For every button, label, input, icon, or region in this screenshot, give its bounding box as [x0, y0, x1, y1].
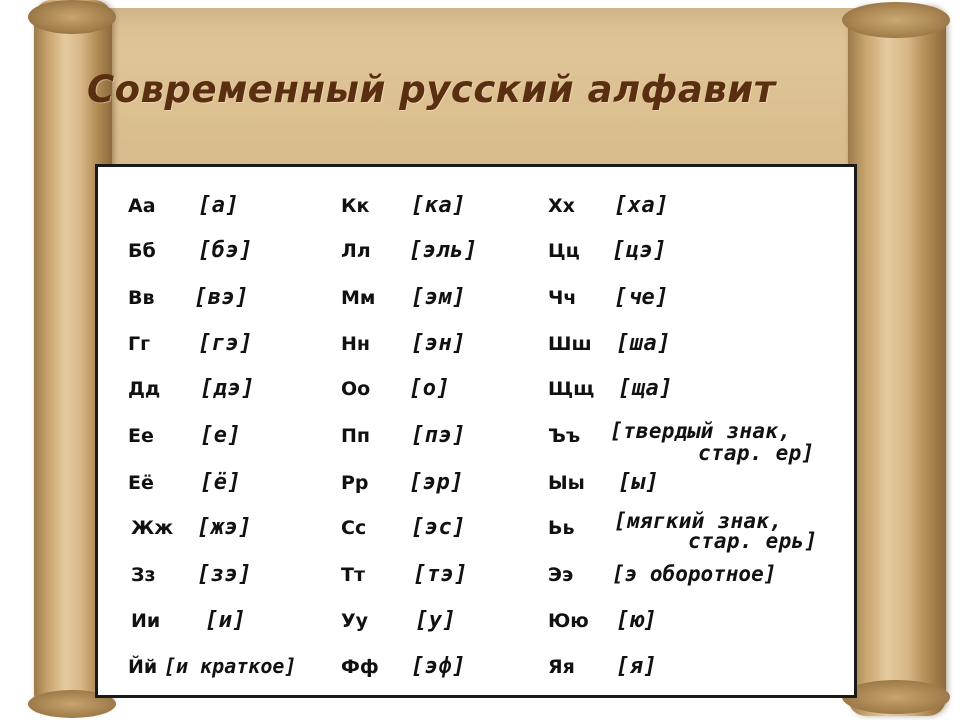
letter-name: [эс]: [411, 515, 466, 540]
letter-name: [ха]: [614, 193, 669, 218]
letter-name-line2: стар. ер]: [698, 441, 815, 465]
letter: Ыы: [548, 472, 585, 494]
letter-name: [бэ]: [198, 238, 253, 263]
letter: Яя: [548, 656, 575, 678]
letter: Дд: [128, 378, 161, 400]
letter: Ъъ: [548, 425, 581, 447]
letter-name: [вэ]: [194, 285, 249, 310]
letter-name: [жэ]: [197, 515, 252, 540]
letter: Её: [128, 472, 154, 494]
letter: Зз: [131, 564, 156, 586]
letter-name: [о]: [409, 376, 451, 401]
letter: Хх: [548, 195, 575, 217]
letter-name: [ы]: [618, 470, 660, 495]
letter-name: [ща]: [618, 376, 673, 401]
letter: Сс: [341, 517, 367, 539]
letter: Уу: [341, 610, 369, 632]
letter: Фф: [341, 656, 379, 678]
alphabet-table: [95, 164, 857, 698]
letter: Бб: [128, 240, 156, 262]
letter-name: [и]: [205, 608, 247, 633]
letter: Вв: [128, 287, 155, 309]
letter: Шш: [548, 333, 592, 355]
letter: Аа: [128, 195, 156, 217]
letter-name: [э оборотное]: [612, 562, 777, 586]
letter-name: [ша]: [616, 331, 671, 356]
scroll-roll-right: [848, 6, 946, 716]
scroll-roll-right-bottom: [842, 680, 950, 714]
letter-name: [че]: [614, 285, 669, 310]
letter: Лл: [341, 240, 371, 262]
letter-name: [е]: [200, 423, 242, 448]
letter-name: [у]: [415, 608, 457, 633]
letter-name: [тэ]: [413, 562, 468, 587]
letter: Гг: [128, 333, 151, 355]
letter-name: [а]: [198, 193, 240, 218]
letter-name: [эн]: [411, 331, 466, 356]
letter: Нн: [341, 333, 371, 355]
letter-name: [эль]: [409, 238, 478, 263]
letter-name: [эр]: [409, 470, 464, 495]
letter-name-line1: [твердый знак,: [610, 419, 792, 443]
scroll-roll-left-top: [28, 0, 116, 34]
letter: Йй: [128, 656, 158, 678]
letter: Пп: [341, 425, 371, 447]
letter-name: [эф]: [411, 654, 466, 679]
letter: Чч: [548, 287, 577, 309]
letter-name: [зэ]: [197, 562, 252, 587]
letter-name: [ю]: [616, 608, 658, 633]
letter-name: [дэ]: [200, 376, 255, 401]
letter-name: [гэ]: [198, 331, 253, 356]
letter-name: [эм]: [411, 285, 466, 310]
letter: Тт: [341, 564, 365, 586]
letter: Ээ: [548, 564, 574, 586]
letter-name: [пэ]: [411, 423, 466, 448]
letter: Ии: [131, 610, 161, 632]
letter-name-line2: стар. ерь]: [688, 529, 818, 553]
letter: Юю: [548, 610, 589, 632]
letter: Щщ: [548, 378, 595, 400]
letter-name-line1: [мягкий знак,: [614, 509, 783, 533]
letter-name: [я]: [616, 654, 658, 679]
letter: Кк: [341, 195, 370, 217]
letter: Ее: [128, 425, 154, 447]
letter-name: [цэ]: [612, 238, 667, 263]
letter: Жж: [131, 517, 174, 539]
letter: Мм: [341, 287, 376, 309]
page-title: Современный русский алфавит: [87, 68, 776, 111]
letter: Ьь: [548, 517, 575, 539]
letter: Оо: [341, 378, 371, 400]
letter-name: [ё]: [200, 470, 242, 495]
letter: Рр: [341, 472, 369, 494]
letter-name: [ка]: [411, 193, 466, 218]
letter: Цц: [548, 240, 580, 262]
scroll-roll-right-top: [842, 2, 950, 38]
letter-name: [и краткое]: [164, 654, 297, 678]
